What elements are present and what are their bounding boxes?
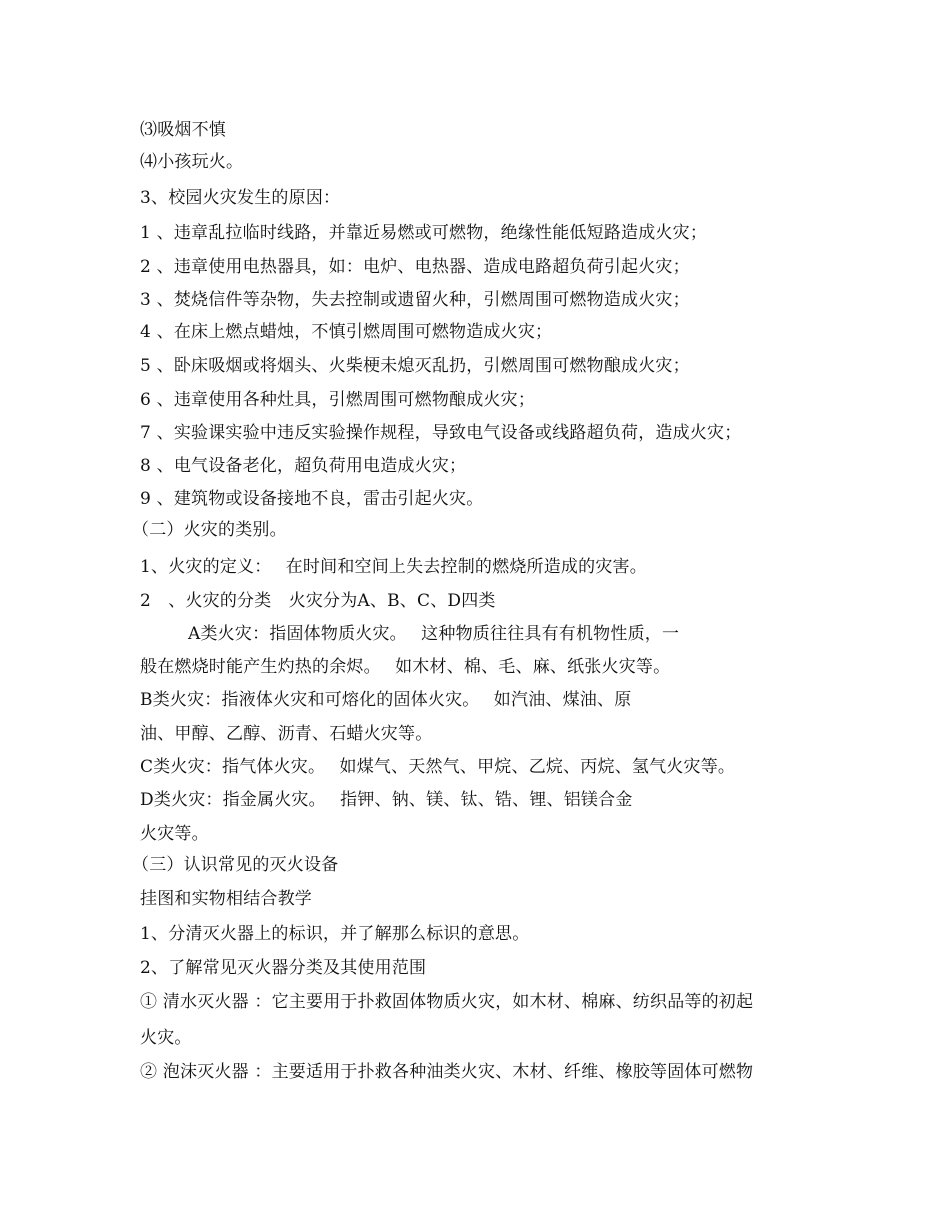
text-line: ② 泡沫灭火器 ：主要适用于扑救各种油类火灾、木材、纤维、橡胶等固体可燃物 — [140, 1062, 754, 1082]
text-line: 2 、违章使用电热器具，如：电炉、电热器、造成电路超负荷引起火灾； — [140, 257, 690, 277]
text-line: A类火灾：指固体物质火灾。 这种物质往往具有有机物性质，一 — [188, 624, 680, 644]
text-line: 2 、火灾的分类 火灾分为A、B、C、D四类 — [140, 591, 496, 611]
text-line: 火灾等。 — [140, 824, 209, 844]
text-line: 9 、建筑物或设备接地不良，雷击引起火灾。 — [140, 489, 484, 509]
text-line: ⑷小孩玩火。 — [140, 152, 244, 172]
text-line: 3、校园火灾发生的原因： — [140, 188, 341, 208]
text-line: 2、了解常见灭火器分类及其使用范围 — [140, 958, 427, 978]
text-line: 油、甲醇、乙醇、沥青、石蜡火灾等。 — [140, 724, 433, 744]
text-line: 6 、违章使用各种灶具，引燃周围可燃物酿成火灾； — [140, 390, 536, 410]
text-line: 3 、焚烧信件等杂物，失去控制或遗留火种，引燃周围可燃物造成火灾； — [140, 290, 690, 310]
text-line: 7 、实验课实验中违反实验操作规程，导致电气设备或线路超负荷，造成火灾； — [140, 423, 742, 443]
text-line: 火灾。 — [140, 1028, 192, 1048]
text-line: 5 、卧床吸烟或将烟头、火柴梗未熄灭乱扔，引燃周围可燃物酿成火灾； — [140, 356, 690, 376]
text-line: 1、分清灭火器上的标识，并了解那么标识的意思。 — [140, 924, 530, 944]
text-line: ① 清水灭火器 ：它主要用于扑救固体物质火灾，如木材、棉麻、纺织品等的初起 — [140, 992, 754, 1012]
text-line: 1 、违章乱拉临时线路，并靠近易燃或可燃物，绝缘性能低短路造成火灾； — [140, 223, 708, 243]
text-line: C类火灾：指气体火灾。 如煤气、天然气、甲烷、乙烷、丙烷、氢气火灾等。 — [140, 757, 736, 777]
text-line: 挂图和实物相结合教学 — [140, 889, 312, 909]
text-line: ⑶吸烟不慎 — [140, 120, 226, 140]
section-heading: （二）火灾的类别。 — [132, 520, 287, 540]
text-line: D类火灾：指金属火灾。 指钾、钠、镁、钛、锆、锂、铝镁合金 — [140, 790, 633, 810]
section-heading: （三）认识常见的灭火设备 — [132, 855, 339, 875]
text-line: 8 、电气设备老化，超负荷用电造成火灾； — [140, 456, 467, 476]
text-line: 般在燃烧时能产生灼热的余烬。 如木材、棉、毛、麻、纸张火灾等。 — [140, 657, 671, 677]
text-line: 4 、在床上燃点蜡烛，不慎引燃周围可燃物造成火灾； — [140, 322, 553, 342]
text-line: 1、火灾的定义： 在时间和空间上失去控制的燃烧所造成的灾害。 — [140, 557, 647, 577]
text-line: B类火灾：指液体火灾和可熔化的固体火灾。 如汽油、煤油、原 — [140, 690, 632, 710]
